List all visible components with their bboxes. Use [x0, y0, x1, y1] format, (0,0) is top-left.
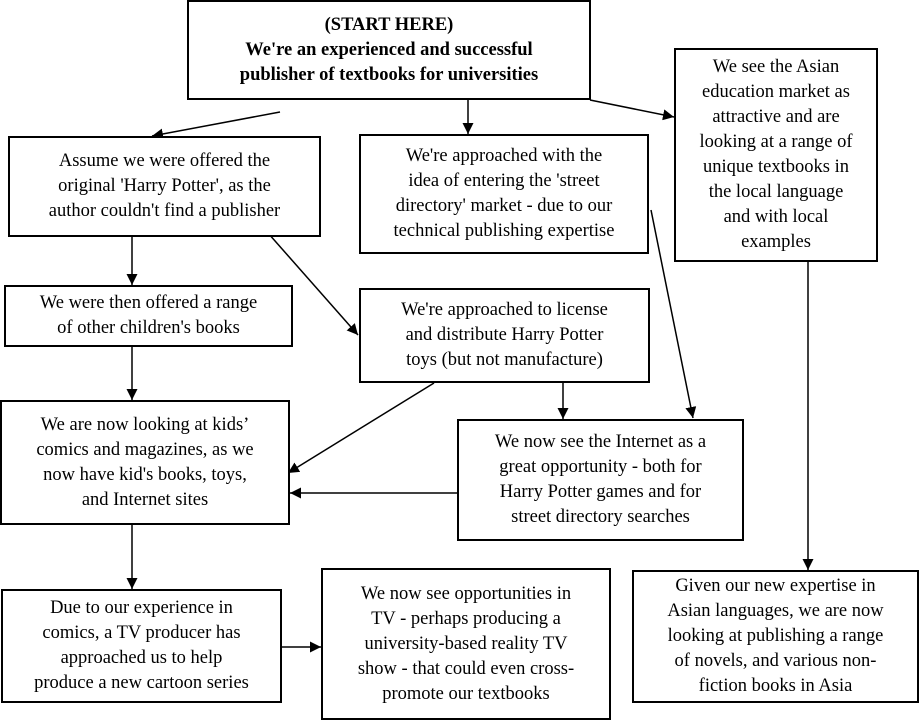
- asian-market-line-3: attractive and are: [712, 107, 840, 127]
- harry-potter-line-1: Assume we were offered the: [58, 151, 271, 171]
- start-box-line-1: (START HERE): [324, 14, 454, 35]
- asian-books-line-3: looking at publishing a range: [667, 626, 884, 646]
- cartoon-line-2: comics, a TV producer has: [42, 623, 241, 643]
- start-box: [187, 0, 591, 100]
- asian-market-line-2: education market as: [702, 82, 850, 102]
- asian-market-line-7: and with local: [723, 207, 829, 227]
- kids-comics-line-4: and Internet sites: [81, 489, 209, 510]
- asian-books-box: [632, 570, 919, 703]
- harry-potter-box: [8, 136, 321, 237]
- tv-reality-line-1: We now see opportunities in: [360, 583, 572, 604]
- tv-reality-line-5: promote our textbooks: [382, 683, 550, 704]
- street-directory-line-3: directory' market - due to our: [395, 196, 613, 216]
- toys-box: [359, 288, 650, 383]
- arrow-toys-to-kids-comics: [288, 383, 434, 473]
- cartoon-box: [1, 589, 282, 703]
- internet-line-2: great opportunity - both for: [499, 457, 702, 477]
- asian-market-box: [674, 48, 878, 262]
- childrens-books-line-2: of other children's books: [57, 318, 240, 338]
- street-directory-line-2: idea of entering the 'street: [408, 171, 600, 191]
- toys-line-2: and distribute Harry Potter: [405, 325, 604, 345]
- asian-books-line-4: of novels, and various non-: [674, 651, 877, 671]
- street-directory-line-4: technical publishing expertise: [393, 221, 615, 241]
- toys-line-3: toys (but not manufacture): [406, 350, 603, 370]
- asian-market-line-4: looking at a range of: [699, 132, 853, 152]
- street-directory-line-1: We're approached with the: [405, 146, 603, 166]
- asian-books-line-2: Asian languages, we are now: [667, 601, 884, 621]
- kids-comics-line-2: comics and magazines, as we: [36, 439, 254, 460]
- cartoon-line-3: approached us to help: [60, 648, 223, 668]
- cartoon-line-1: Due to our experience in: [50, 598, 233, 618]
- internet-line-4: street directory searches: [511, 507, 690, 527]
- childrens-books-line-1: We were then offered a range: [39, 293, 258, 313]
- asian-books-line-1: Given our new expertise in: [675, 576, 876, 596]
- asian-books-line-5: fiction books in Asia: [698, 676, 853, 696]
- asian-market-line-1: We see the Asian: [712, 57, 840, 77]
- kids-comics-box: [0, 400, 290, 525]
- kids-comics-line-3: now have kid's books, toys,: [43, 464, 247, 485]
- tv-reality-line-3: university-based reality TV: [364, 633, 568, 654]
- tv-reality-line-4: show - that could even cross-: [357, 658, 575, 679]
- harry-potter-line-3: author couldn't find a publisher: [48, 201, 281, 221]
- arrow-start-to-asian-market: [590, 100, 674, 117]
- start-box-line-3: publisher of textbooks for universities: [239, 64, 539, 85]
- cartoon-line-4: produce a new cartoon series: [34, 673, 249, 693]
- childrens-books-box: [4, 285, 293, 347]
- asian-market-line-8: examples: [741, 232, 811, 252]
- kids-comics-line-1: We are now looking at kids’: [40, 414, 250, 435]
- internet-line-3: Harry Potter games and for: [499, 482, 702, 502]
- tv-reality-line-2: TV - perhaps producing a: [371, 608, 561, 629]
- internet-line-1: We now see the Internet as a: [494, 432, 707, 452]
- toys-line-1: We're approached to license: [401, 300, 608, 320]
- arrow-start-to-harry-potter: [152, 112, 280, 136]
- tv-reality-box: [321, 568, 611, 720]
- start-box-line-2: We're an experienced and successful: [245, 39, 533, 60]
- asian-market-line-5: unique textbooks in: [703, 157, 849, 177]
- asian-market-line-6: the local language: [708, 182, 844, 202]
- harry-potter-line-2: original 'Harry Potter', as the: [58, 176, 271, 196]
- street-directory-box: [359, 134, 649, 254]
- internet-box: [457, 419, 744, 541]
